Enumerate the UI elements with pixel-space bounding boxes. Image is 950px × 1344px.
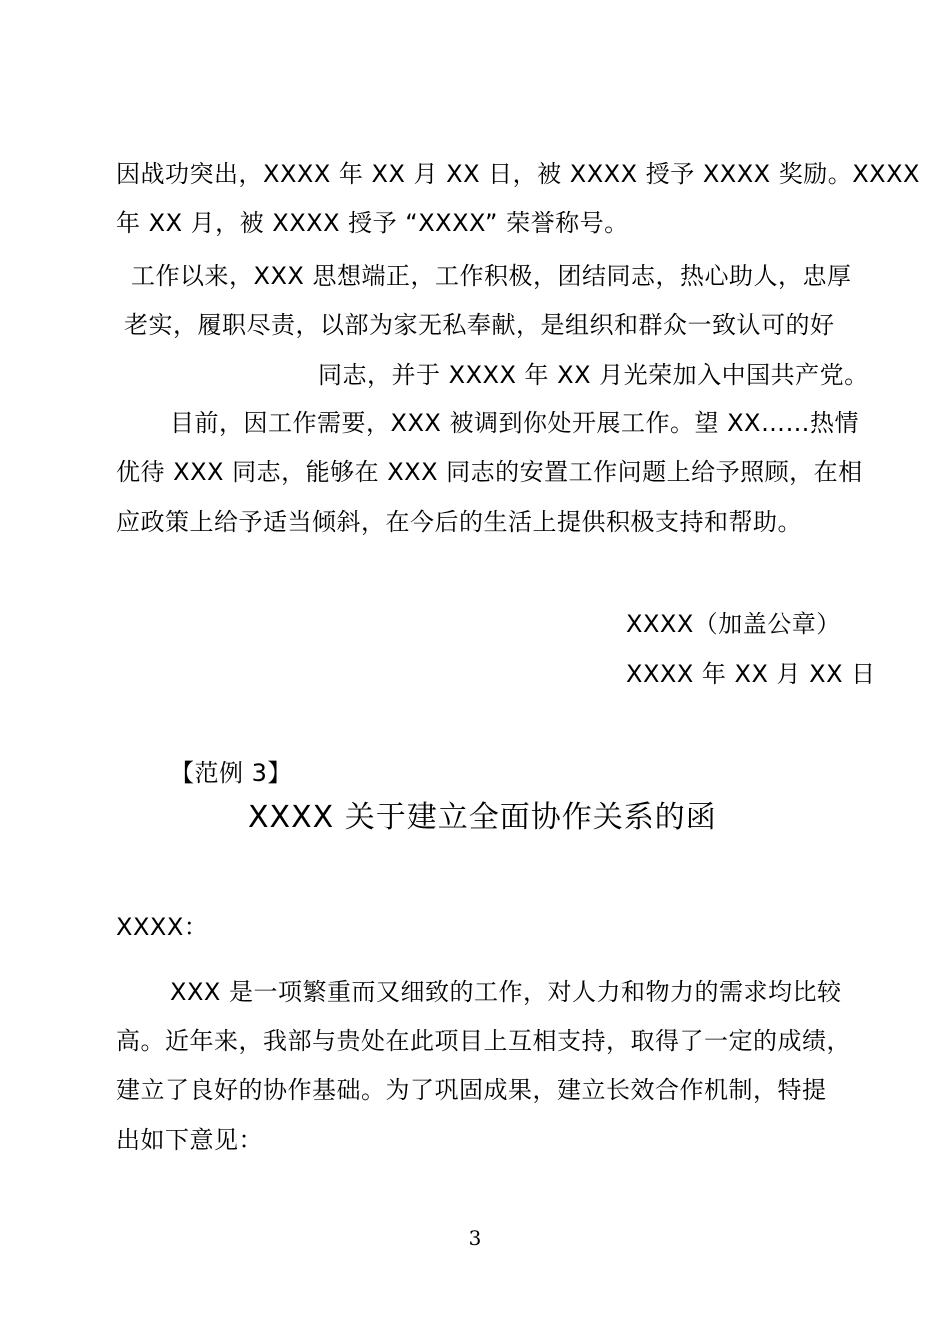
paragraph-line: 目前，因工作需要，XXX 被调到你处开展工作。望 XX……热情	[170, 409, 859, 437]
paragraph-line: XXX 是一项繁重而又细致的工作，对人力和物力的需求均比较	[170, 978, 842, 1006]
signature-date: XXXX 年 XX 月 XX 日	[626, 660, 876, 688]
salutation: XXXX：	[116, 913, 209, 941]
signature-org: XXXX（加盖公章）	[626, 610, 841, 638]
paragraph-line: 老实，履职尽责，以部为家无私奉献，是组织和群众一致认可的好	[124, 311, 835, 339]
paragraph-line: 优待 XXX 同志，能够在 XXX 同志的安置工作问题上给予照顾，在相	[116, 458, 863, 486]
paragraph-line: 高。近年来，我部与贵处在此项目上互相支持，取得了一定的成绩，	[116, 1027, 851, 1055]
paragraph-line: 年 XX 月，被 XXXX 授予 “XXXX” 荣誉称号。	[116, 209, 629, 237]
paragraph-line: 出如下意见：	[116, 1126, 263, 1154]
paragraph-line: 建立了良好的协作基础。为了巩固成果，建立长效合作机制，特提	[116, 1076, 827, 1104]
example-label: 【范例 3】	[170, 759, 292, 787]
letter-title: XXXX 关于建立全面协作关系的函	[248, 800, 717, 835]
page-number: 3	[468, 1226, 482, 1250]
paragraph-line: 工作以来，XXX 思想端正，工作积极，团结同志，热心助人，忠厚	[131, 262, 852, 290]
paragraph-line: 因战功突出，XXXX 年 XX 月 XX 日，被 XXXX 授予 XXXX 奖励。XXXX	[116, 160, 920, 188]
paragraph-line: 同志，并于 XXXX 年 XX 月光荣加入中国共产党。	[318, 361, 869, 389]
paragraph-line: 应政策上给予适当倾斜，在今后的生活上提供积极支持和帮助。	[116, 508, 802, 536]
